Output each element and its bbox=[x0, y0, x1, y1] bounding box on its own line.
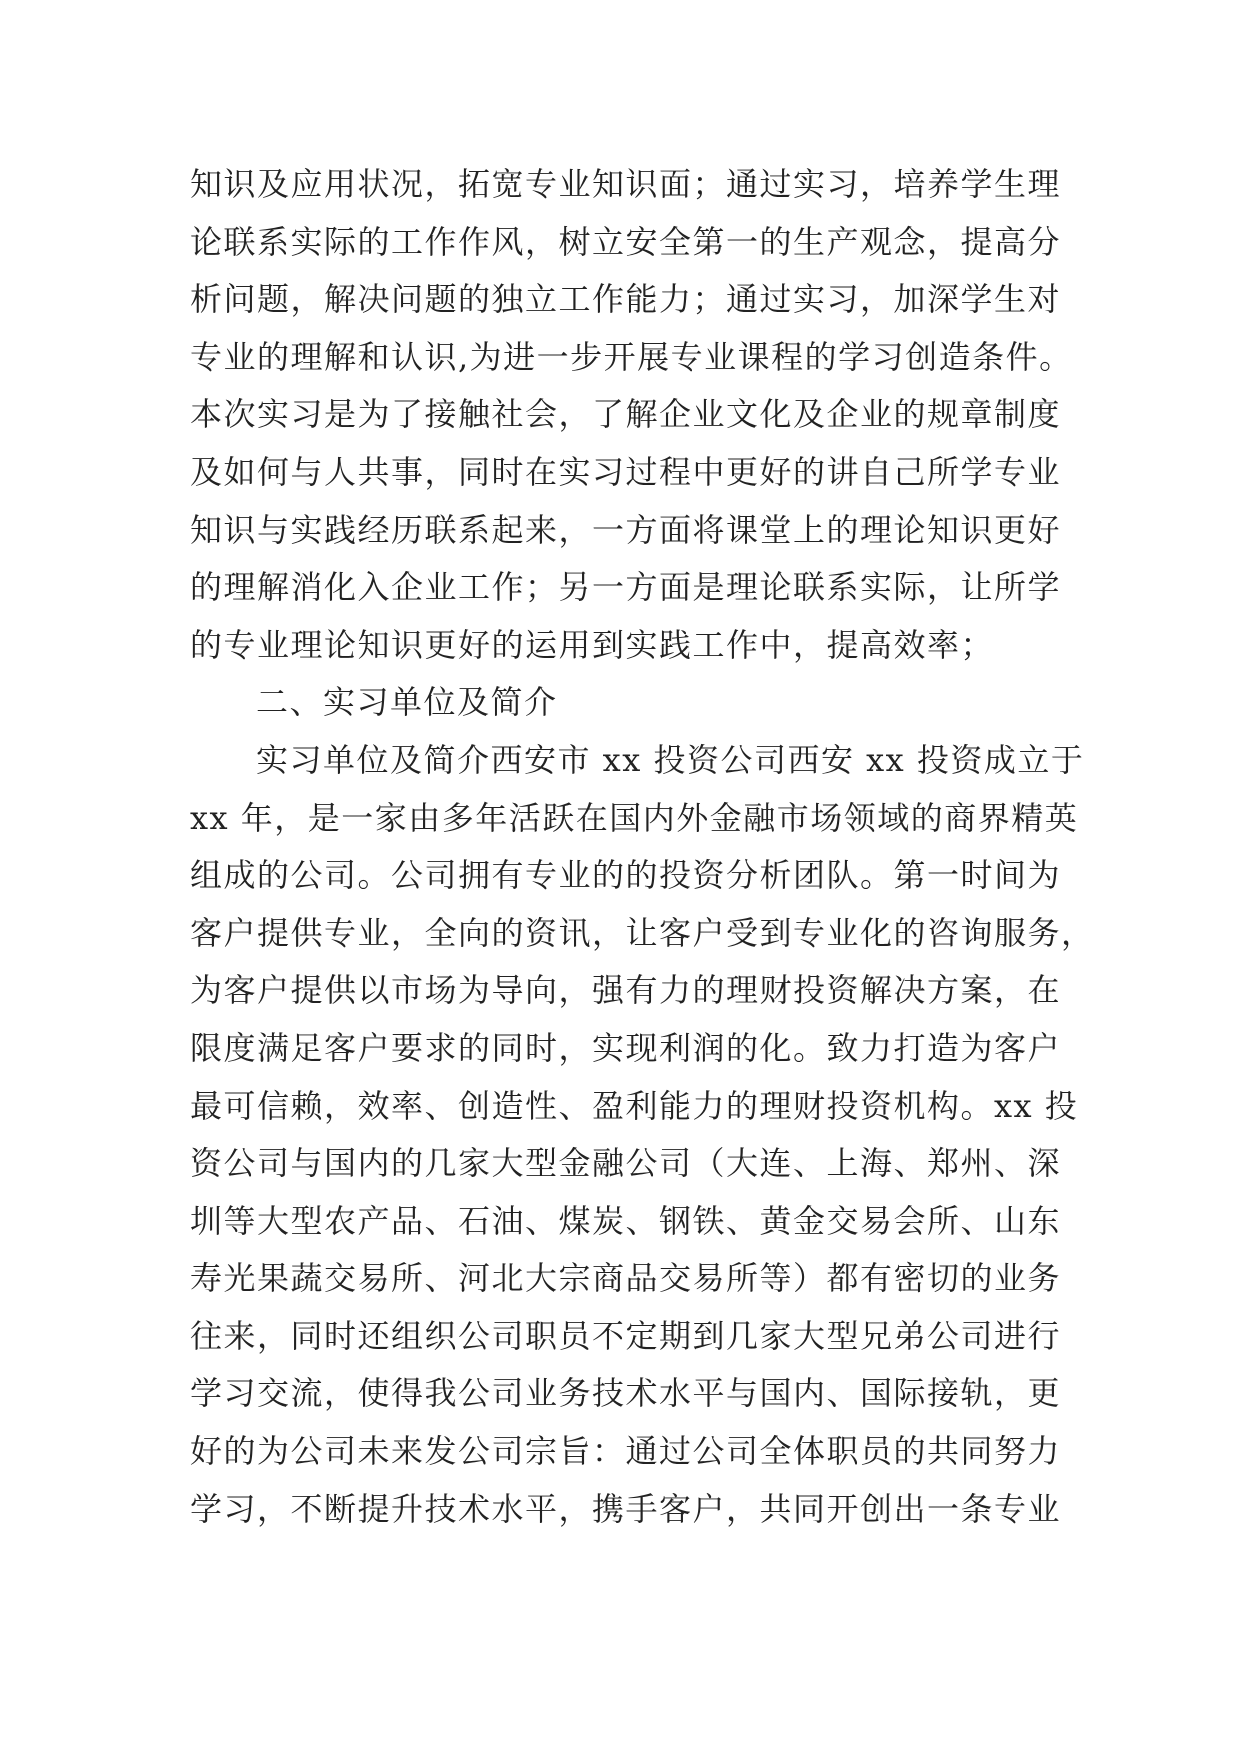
text-line: 学习交流，使得我公司业务技术水平与国内、国际接轨，更 bbox=[190, 1374, 1062, 1413]
text-line: 圳等大型农产品、石油、煤炭、钢铁、黄金交易会所、山东 bbox=[190, 1201, 1062, 1240]
text-line: 的理解消化入企业工作；另一方面是理论联系实际，让所学 bbox=[190, 568, 1062, 607]
text-line: 论联系实际的工作作风，树立安全第一的生产观念，提高分 bbox=[190, 222, 1062, 261]
text-line: 实习单位及简介西安市 xx 投资公司西安 xx 投资成立于 bbox=[256, 740, 1085, 779]
text-line: 资公司与国内的几家大型金融公司（大连、上海、郑州、深 bbox=[190, 1144, 1062, 1183]
text-line: 为客户提供以市场为导向，强有力的理财投资解决方案，在 bbox=[190, 971, 1062, 1010]
text-line: 客户提供专业，全向的资讯，让客户受到专业化的咨询服务， bbox=[190, 913, 1095, 952]
body-text bbox=[190, 156, 1095, 1538]
text-line: 的专业理论知识更好的运用到实践工作中，提高效率； bbox=[190, 625, 995, 664]
text-line: 往来，同时还组织公司职员不定期到几家大型兄弟公司进行 bbox=[190, 1316, 1062, 1355]
text-line: 好的为公司未来发公司宗旨：通过公司全体职员的共同努力 bbox=[190, 1432, 1062, 1471]
text-line: 组成的公司。公司拥有专业的的投资分析团队。第一时间为 bbox=[190, 856, 1062, 895]
text-line: 学习，不断提升技术水平，携手客户，共同开创出一条专业 bbox=[190, 1489, 1062, 1528]
text-line: 最可信赖，效率、创造性、盈利能力的理财投资机构。xx 投 bbox=[190, 1086, 1079, 1125]
text-line: 知识及应用状况，拓宽专业知识面；通过实习，培养学生理 bbox=[190, 165, 1062, 203]
text-line: xx 年，是一家由多年活跃在国内外金融市场领域的商界精英 bbox=[190, 798, 1079, 837]
text-line: 析问题，解决问题的独立工作能力；通过实习，加深学生对 bbox=[190, 280, 1062, 319]
text-line: 及如何与人共事，同时在实习过程中更好的讲自己所学专业 bbox=[190, 452, 1062, 491]
section-heading: 二、实习单位及简介 bbox=[256, 683, 558, 722]
text-line: 限度满足客户要求的同时，实现利润的化。致力打造为客户 bbox=[190, 1028, 1062, 1067]
text-line: 知识与实践经历联系起来，一方面将课堂上的理论知识更好 bbox=[190, 510, 1062, 549]
text-line: 寿光果蔬交易所、河北大宗商品交易所等）都有密切的业务 bbox=[190, 1259, 1062, 1298]
text-line: 专业的理解和认识,为进一步开展专业课程的学习创造条件。 bbox=[190, 337, 1073, 376]
text-line: 本次实习是为了接触社会，了解企业文化及企业的规章制度 bbox=[190, 395, 1062, 434]
